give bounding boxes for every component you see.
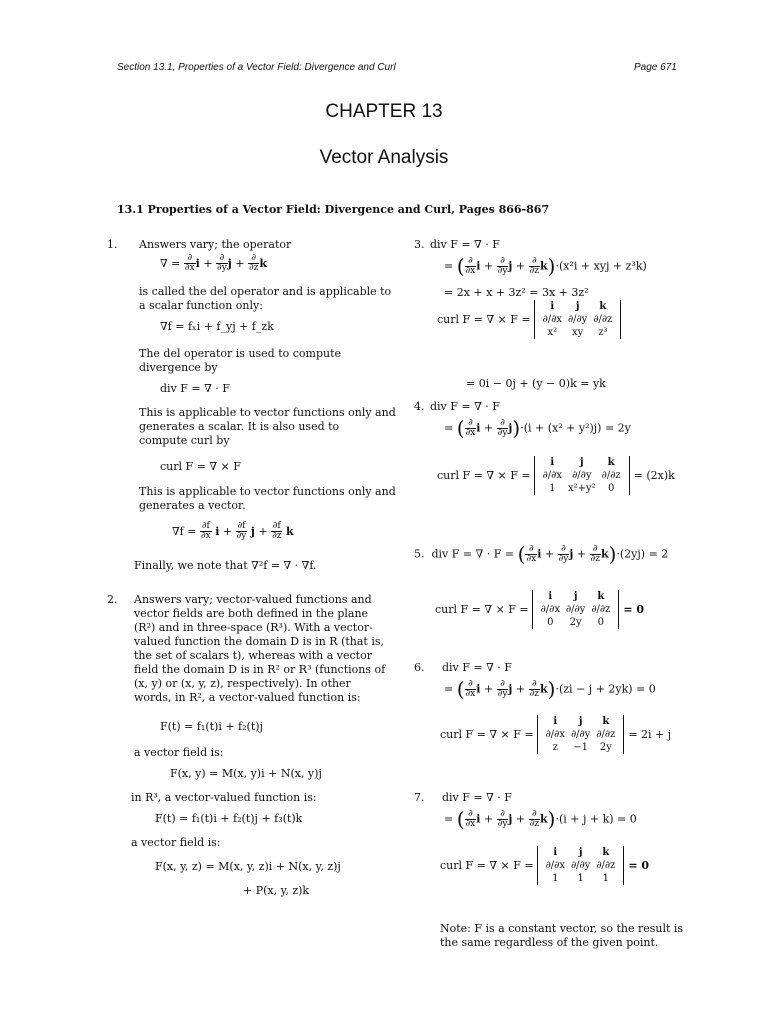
p2-line6: field the domain D is in R² or R³ (functions of bbox=[134, 663, 386, 676]
p2-line9: a vector field is: bbox=[134, 746, 224, 759]
chapter-subtitle: Vector Analysis bbox=[319, 147, 449, 168]
p1-line10: generates a vector. bbox=[139, 499, 246, 512]
p6-div-expand: = ( $\frac{\partial}{\partial x}$ i + $\frac{\partial}{\partial y}$ j + $\frac{\partial}{\partial z}$ k)·(zi − j + 2yk) = 0 bbox=[444, 677, 656, 701]
gradient-eq: ∇f = fₓi + f_yj + f_zk bbox=[160, 320, 274, 333]
p2-line8: words, in R², a vector-valued function is: bbox=[134, 691, 361, 704]
p3-div-expand: = ( $\frac{\partial}{\partial x}$ i + $\frac{\partial}{\partial y}$ j + $\frac{\partial}{\partial z}$ k)·(x²i + xyj + z³k) bbox=[444, 254, 647, 278]
p6-div: div F = ∇ · F bbox=[442, 661, 512, 674]
p1-line1: Answers vary; the operator bbox=[139, 238, 292, 251]
problem-6-number: 6. bbox=[414, 661, 425, 674]
problem-4-number: 4. bbox=[414, 400, 425, 413]
divergence-def: div F = ∇ · F bbox=[160, 382, 230, 395]
p1-line9: This is applicable to vector functions only and bbox=[139, 485, 396, 498]
p1-line5: divergence by bbox=[139, 361, 218, 374]
p2-line11: a vector field is: bbox=[131, 836, 221, 849]
p2-eq5: + P(x, y, z)k bbox=[243, 884, 310, 897]
p5-div: 5. div F = ∇ · F = ( $\frac{\partial}{\partial x}$ i + $\frac{\partial}{\partial y}$ j + $\frac{\partial}{\partial z}$ k)·(2yj) = 2 bbox=[414, 542, 669, 566]
p1-line8: compute curl by bbox=[139, 434, 230, 447]
p5-curl: curl F = ∇ × F = i j k ∂/∂x ∂/∂y ∂/∂z 0 2y 0 = 0 bbox=[435, 591, 645, 628]
problem-2-number: 2. bbox=[107, 593, 118, 606]
p1-line11: Finally, we note that ∇²f = ∇ · ∇f. bbox=[134, 559, 317, 572]
curl-def: curl F = ∇ × F bbox=[160, 460, 241, 473]
problem-7-number: 7. bbox=[414, 791, 425, 804]
p2-line1: Answers vary; vector-valued functions and bbox=[134, 593, 372, 606]
p2-line10: in R³, a vector-valued function is: bbox=[131, 791, 317, 804]
p3-curl: curl F = ∇ × F = i j k ∂/∂x ∂/∂y ∂/∂z x² xy z³ bbox=[437, 300, 621, 339]
p1-line2: is called the del operator and is applicable to bbox=[139, 285, 392, 298]
p7-div-expand: = ( $\frac{\partial}{\partial x}$ i + $\frac{\partial}{\partial y}$ j + $\frac{\partial}{\partial z}$ k)·(i + j + k) = 0 bbox=[444, 807, 637, 831]
p1-line4: The del operator is used to compute bbox=[139, 347, 342, 360]
p6-determinant: i j k ∂/∂x ∂/∂y ∂/∂z z −1 2y bbox=[537, 715, 625, 754]
p3-curl-result: = 0i − 0j + (y − 0)k = yk bbox=[466, 377, 606, 390]
problem-1-number: 1. bbox=[107, 238, 118, 251]
p6-curl: curl F = ∇ × F = i j k ∂/∂x ∂/∂y ∂/∂z z −1 2y = 2i + j bbox=[440, 716, 672, 753]
p2-eq1: F(t) = f₁(t)i + f₂(t)j bbox=[160, 720, 263, 733]
gradient-partials-eq: ∇f = $\frac{\partial f}{\partial x}$ i + $\frac{\partial f}{\partial y}$ j + $\frac{\partial f}{\partial z}$ k bbox=[172, 521, 294, 542]
p2-line2: vector fields are both defined in the plane bbox=[134, 607, 369, 620]
p3-div: div F = ∇ · F bbox=[430, 238, 500, 251]
p2-eq2: F(x, y) = M(x, y)i + N(x, y)j bbox=[170, 767, 322, 780]
p2-line5: the set of scalars t), whereas with a vector bbox=[134, 649, 372, 662]
p3-div-result: = 2x + x + 3z² = 3x + 3z² bbox=[444, 286, 589, 299]
p1-line3: a scalar function only: bbox=[139, 299, 263, 312]
p1-line6: This is applicable to vector functions only and bbox=[139, 406, 396, 419]
running-header: Section 13.1, Properties of a Vector Field: Divergence and Curl bbox=[117, 62, 396, 73]
p4-curl: curl F = ∇ × F = i j k ∂/∂x ∂/∂y ∂/∂z 1 x²+y² 0 = (2x)k bbox=[437, 457, 675, 494]
p7-note-line2: the same regardless of the given point. bbox=[440, 936, 659, 949]
p2-line4: valued function the domain D is in R (that is, bbox=[134, 635, 385, 648]
p7-curl: curl F = ∇ × F = i j k ∂/∂x ∂/∂y ∂/∂z 1 1 1 = 0 bbox=[440, 847, 650, 884]
problem-3-number: 3. bbox=[414, 238, 425, 251]
p3-determinant: i j k ∂/∂x ∂/∂y ∂/∂z x² xy z³ bbox=[534, 300, 622, 339]
p7-determinant: i j k ∂/∂x ∂/∂y ∂/∂z 1 1 1 bbox=[537, 846, 625, 885]
section-heading: 13.1 Properties of a Vector Field: Divergence and Curl, Pages 866-867 bbox=[117, 203, 550, 216]
p2-line7: (x, y) or (x, y, z), respectively). In other bbox=[134, 677, 351, 690]
p2-eq4: F(x, y, z) = M(x, y, z)i + N(x, y, z)j bbox=[155, 860, 341, 873]
p2-eq3: F(t) = f₁(t)i + f₂(t)j + f₃(t)k bbox=[155, 812, 303, 825]
del-operator-eq: ∇ = $\frac{\partial}{\partial x}$ i + $\frac{\partial}{\partial y}$ j + $\frac{\partial}{\partial z}$ k bbox=[160, 253, 268, 274]
p1-line7: generates a scalar. It is also used to bbox=[139, 420, 340, 433]
p2-line3: (R²) and in three-space (R³). With a vector- bbox=[134, 621, 373, 634]
p7-note-line1: Note: F is a constant vector, so the result is bbox=[440, 922, 684, 935]
page-number: Page 671 bbox=[634, 62, 677, 73]
p4-determinant: i j k ∂/∂x ∂/∂y ∂/∂z 1 x²+y² 0 bbox=[534, 456, 630, 495]
p5-determinant: i j k ∂/∂x ∂/∂y ∂/∂z 0 2y 0 bbox=[532, 590, 620, 629]
p4-div-expand: = ( $\frac{\partial}{\partial x}$ i + $\frac{\partial}{\partial y}$ j)·(i + (x² + y²)j) = 2y bbox=[444, 416, 631, 440]
p7-div: div F = ∇ · F bbox=[442, 791, 512, 804]
chapter-title: CHAPTER 13 bbox=[325, 101, 443, 122]
p4-div: div F = ∇ · F bbox=[430, 400, 500, 413]
